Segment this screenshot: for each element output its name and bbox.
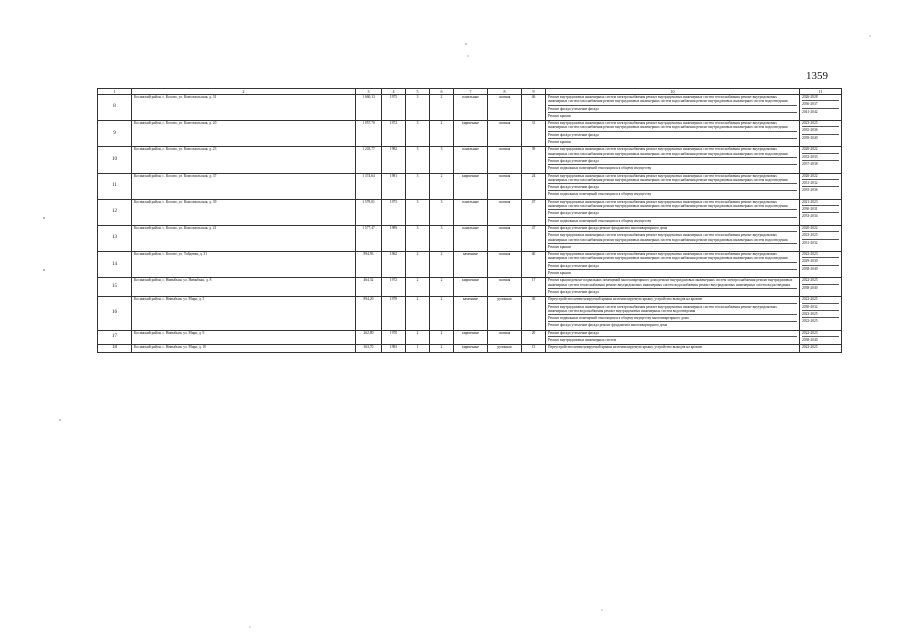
area-cell: 1 203,77 — [356, 147, 382, 173]
entrances-cell: 2 — [430, 330, 454, 345]
table-row — [98, 199, 842, 225]
row-number: 14 — [98, 252, 132, 278]
table-row — [98, 278, 842, 297]
period-item: 2041-2042 — [802, 109, 818, 114]
period-item: 2022-2023 — [802, 252, 839, 258]
table-row — [98, 252, 842, 278]
work-item: Ремонт подвальных помещений относящихся к общему имуществу — [548, 166, 652, 171]
work-item: Ремонт крыши — [548, 113, 571, 118]
period-item: 2030-2032 — [802, 305, 839, 311]
work-item: Ремонт фасада утепление фасада — [548, 211, 797, 217]
works-cell — [546, 225, 800, 251]
work-item: Ремонт подвальных помещений относящихся к общему имуществу — [548, 218, 652, 223]
year-built-cell: 1975 — [382, 95, 406, 121]
period-item: 2023-2025 — [802, 312, 839, 318]
period-item: 2038-2040 — [802, 285, 818, 290]
work-item: Ремонт фасада утепление фасада — [548, 159, 797, 165]
work-item: Ремонт крыши — [548, 271, 571, 276]
floors-cell: 3 — [406, 173, 430, 199]
count-cell: 40 — [522, 252, 546, 278]
row-number: 16 — [98, 297, 132, 330]
table-row — [98, 147, 842, 173]
work-item: Ремонт фасада утепление фасада ремонт фундамента многоквартирного дома — [548, 226, 797, 232]
year-built-cell: 1972 — [382, 121, 406, 147]
years-cell — [800, 252, 842, 278]
address-cell: Косинский район, с. Косово, ул. Комсомольская, д. 31 — [132, 95, 356, 121]
area-cell: 1 057,70 — [356, 121, 382, 147]
floors-cell: 3 — [406, 95, 430, 121]
work-item: Ремонт внутридомовых инженерных систем электроснабжения ремонт внутридомовых инженерных систем теплоснабжения ремонт внутридомовых инженерных систем газоснабжения ремонт внутридомовых инженерных систем водоснабжения ремонт внутридомовых инженерных систем водоотведения — [548, 121, 797, 132]
entrances-cell: 3 — [430, 147, 454, 173]
row-number: 15 — [98, 278, 132, 297]
count-cell: 15 — [522, 345, 546, 352]
works-cell — [546, 95, 800, 121]
work-item: Ремонт фасада утепление фасада — [548, 107, 797, 113]
row-number: 12 — [98, 199, 132, 225]
period-item: 2022-2025 — [802, 345, 818, 350]
roof-type-cell: скатная — [488, 330, 522, 345]
period-item: 2031-2032 — [802, 240, 818, 245]
works-cell — [546, 147, 800, 173]
year-built-cell: 1962 — [382, 252, 406, 278]
row-number: 9 — [98, 121, 132, 147]
period-item: 2020-2022 — [802, 226, 839, 232]
table-row — [98, 345, 842, 352]
header-col-11: 11 — [800, 89, 842, 95]
years-cell — [800, 173, 842, 199]
works-cell — [546, 297, 800, 330]
entrances-cell: 2 — [430, 95, 454, 121]
period-item: 2039-2040 — [802, 135, 818, 140]
years-cell — [800, 297, 842, 330]
period-item: 2032-2033 — [802, 155, 839, 161]
roof-type-cell: рулонная — [488, 297, 522, 330]
address-cell: Косинский район, с. Косово, ул. Комсомольская, д. 20 — [132, 121, 356, 147]
year-built-cell: 1981 — [382, 173, 406, 199]
years-cell — [800, 121, 842, 147]
period-item: 2033-2034 — [802, 214, 818, 219]
address-cell: Косинский район, с. Нивыбыш, ул. Мира, д. 9 — [132, 330, 356, 345]
work-item: Ремонт подвальных помещений относящихся к общему имуществу многоквартирного дома — [548, 316, 797, 322]
area-cell: 894,93 — [356, 252, 382, 278]
works-cell — [546, 278, 800, 297]
roof-type-cell: скатная — [488, 252, 522, 278]
period-item: 2035-2036 — [802, 188, 818, 193]
address-cell: Косинский район, с. Косово, ул. Комсомольская, д. 39 — [132, 199, 356, 225]
work-item: Ремонт крыши — [548, 140, 571, 145]
address-cell: Косинский район, с. Косово, ул. Комсомольская, д. 41 — [132, 225, 356, 251]
works-cell — [546, 173, 800, 199]
years-cell — [800, 345, 842, 352]
roof-type-cell: скатная — [488, 173, 522, 199]
work-item: Ремонт внутридомовых инженерных систем электроснабжения ремонт внутридомовых инженерных систем теплоснабжения ремонт внутридомовых инженерных систем газоснабжения ремонт внутридомовых инженерных систем водоснабжения ремонт внутридомовых инженерных систем водоотведения — [548, 147, 797, 158]
roof-type-cell: скатная — [488, 121, 522, 147]
works-cell — [546, 199, 800, 225]
work-item: Ремонт внутридомовых инженерных систем электроснабжения ремонт внутридомовых инженерных систем теплоснабжения ремонт внутридомовых инженерных систем газоснабжения ремонт внутридомовых инженерных систем водоснабжения ремонт внутридомовых инженерных систем водоотведения — [548, 200, 797, 211]
wall-material-cell: панельные — [454, 95, 488, 121]
address-cell: Косинский район, с. Нивыбыш, ул. Мира, д. 10 — [132, 345, 356, 352]
work-item: Ремонт внутридомовых инженерных систем электроснабжения ремонт внутридомовых инженерных систем теплоснабжения ремонт внутридомовых инженерных систем газоснабжения ремонт внутридомовых инженерных систем водоснабжения ремонт внутридомовых инженерных систем водоотведения — [548, 252, 797, 263]
years-cell — [800, 330, 842, 345]
period-item: 2023-2025 — [802, 233, 839, 239]
period-item: 2031-2032 — [802, 181, 839, 187]
entrances-cell: 2 — [430, 121, 454, 147]
work-item: Ремонт внутридомовых инженерных систем электроснабжения ремонт внутридомовых инженерных систем теплоснабжения ремонт внутридомовых инженерных систем водоснабжения ремонт внутридомовых инженерных систем водоотведения — [548, 305, 797, 316]
count-cell: 24 — [522, 173, 546, 199]
area-cell: 1 660,13 — [356, 95, 382, 121]
entrances-cell: 3 — [430, 225, 454, 251]
wall-material-cell: кирпичные — [454, 121, 488, 147]
table-row — [98, 121, 842, 147]
row-number: 10 — [98, 147, 132, 173]
header-col-8: 8 — [488, 89, 522, 95]
work-item: Ремонт фасада утепление фасада — [548, 264, 797, 270]
period-item: 2030-2031 — [802, 207, 839, 213]
row-number: 13 — [98, 225, 132, 251]
table-row — [98, 330, 842, 345]
wall-material-cell: каменные — [454, 252, 488, 278]
entrances-cell: 2 — [430, 252, 454, 278]
years-cell — [800, 199, 842, 225]
period-item: 2036-2037 — [802, 102, 839, 108]
row-number: 17 — [98, 330, 132, 345]
header-col-2: 2 — [132, 89, 356, 95]
area-cell: 894,20 — [356, 297, 382, 330]
work-item: Ремонт внутридомовых инженерных систем электроснабжения ремонт внутридомовых инженерных систем теплоснабжения ремонт внутридомовых инженерных систем газоснабжения ремонт внутридомовых инженерных систем водоснабжения ремонт внутридомовых инженерных систем водоотведения — [548, 95, 797, 106]
work-item: Ремонт фасада утепление фасада — [548, 331, 797, 337]
table-row — [98, 297, 842, 330]
floors-cell: 2 — [406, 330, 430, 345]
floors-cell: 2 — [406, 278, 430, 297]
year-built-cell: 1975 — [382, 199, 406, 225]
entrances-cell: 2 — [430, 278, 454, 297]
period-item: 2022-2025 — [802, 278, 839, 284]
address-cell: Косинский район, с. Косово, ул. Комсомольская, д. 23 — [132, 147, 356, 173]
year-built-cell: 1970 — [382, 330, 406, 345]
period-item: 2020-2022 — [802, 174, 839, 180]
address-cell: Косинский район, с. Косово, ул. Комсомольская, д. 37 — [132, 173, 356, 199]
count-cell: 31 — [522, 121, 546, 147]
work-item: Ремонт крыши ремонт подвальных помещений многоквартирного дома ремонт внутридомовых инженерных систем электроснабжения ремонт внутридомовых инженерных систем теплоснабжения ремонт внутридомовых инженерных систем водоснабжения ремонт внутридомовых инженерных систем водоотведения — [548, 278, 797, 289]
year-built-cell: 1982 — [382, 147, 406, 173]
floors-cell: 3 — [406, 121, 430, 147]
area-cell: 1 577,47 — [356, 225, 382, 251]
table-row — [98, 225, 842, 251]
count-cell: 47 — [522, 225, 546, 251]
year-built-cell: 1983 — [382, 345, 406, 352]
entrances-cell: 2 — [430, 345, 454, 352]
period-item: 2029-2030 — [802, 259, 839, 265]
area-cell: 363,70 — [356, 345, 382, 352]
period-item: 2022-2025 — [802, 297, 839, 303]
capital-repair-table — [97, 88, 842, 353]
page-number: 1359 — [806, 70, 828, 82]
floors-cell: 3 — [406, 199, 430, 225]
area-cell: 464,32 — [356, 278, 382, 297]
floors-cell: 1 — [406, 345, 430, 352]
wall-material-cell: кирпичные — [454, 278, 488, 297]
year-built-cell: 1972 — [382, 278, 406, 297]
works-cell — [546, 345, 800, 352]
area-cell: 262,80 — [356, 330, 382, 345]
work-item: Переустройство невентилируемой крыши на вентилируемую крышу, устройство выходов на кровлю — [548, 345, 703, 350]
work-item: Ремонт крыши — [548, 244, 571, 249]
period-item: 2022-2023 — [802, 331, 839, 337]
wall-material-cell: каменные — [454, 297, 488, 330]
work-item: Ремонт фасада утепление фасада ремонт фундамента многоквартирного дома — [548, 323, 668, 328]
header-col-7: 7 — [454, 89, 488, 95]
period-item: 2038-2040 — [802, 337, 818, 342]
area-cell: 1 578,01 — [356, 199, 382, 225]
period-item: 2020-2022 — [802, 147, 839, 153]
address-cell: Косинский район, с. Нивыбыш, ул. Мира, д. 5 — [132, 297, 356, 330]
roof-type-cell: скатная — [488, 199, 522, 225]
header-col-1: 1 — [98, 89, 132, 95]
count-cell: 47 — [522, 199, 546, 225]
work-item: Ремонт фасада утепление фасада — [548, 289, 599, 294]
header-col-10: 10 — [546, 89, 800, 95]
work-item: Ремонт внутридомовых инженерных систем электроснабжения ремонт внутридомовых инженерных систем теплоснабжения ремонт внутридомовых инженерных систем газоснабжения ремонт внутридомовых инженерных систем водоснабжения ремонт внутридомовых инженерных систем водоотведения — [548, 174, 797, 185]
entrances-cell: 3 — [430, 199, 454, 225]
work-item: Ремонт фасада утепление фасада — [548, 185, 797, 191]
count-cell: 17 — [522, 278, 546, 297]
count-cell: 39 — [522, 147, 546, 173]
work-item: Ремонт внутридомовых инженерных систем электроснабжения ремонт внутридомовых инженерных систем теплоснабжения ремонт внутридомовых инженерных систем газоснабжения ремонт внутридомовых инженерных систем водоснабжения ремонт внутридомовых инженерных систем водоотведения — [548, 233, 797, 244]
wall-material-cell: кирпичные — [454, 330, 488, 345]
year-built-cell: 1989 — [382, 225, 406, 251]
count-cell: 20 — [522, 330, 546, 345]
works-cell — [546, 121, 800, 147]
years-cell — [800, 95, 842, 121]
area-cell: 1 374,64 — [356, 173, 382, 199]
row-number: 8 — [98, 95, 132, 121]
work-item: Переустройство невентилируемой крыши на вентилируемую крышу, устройство выходов на кровлю — [548, 297, 797, 303]
count-cell: 46 — [522, 95, 546, 121]
period-item: 2021-2023 — [802, 200, 839, 206]
period-item: 2037-2038 — [802, 161, 818, 166]
years-cell — [800, 278, 842, 297]
period-item: 2035-2036 — [802, 128, 839, 134]
wall-material-cell: кирпичные — [454, 345, 488, 352]
header-col-6: 6 — [430, 89, 454, 95]
row-number: 18 — [98, 345, 132, 352]
wall-material-cell: панельные — [454, 225, 488, 251]
entrances-cell: 2 — [430, 297, 454, 330]
table-row — [98, 173, 842, 199]
address-cell: Косинский район, с. Косово, ул. Тойдовая, д. 31 — [132, 252, 356, 278]
period-item: 2038-2040 — [802, 266, 818, 271]
roof-type-cell: скатная — [488, 225, 522, 251]
roof-type-cell: скатная — [488, 147, 522, 173]
roof-type-cell: скатная — [488, 95, 522, 121]
years-cell — [800, 147, 842, 173]
roof-type-cell: скатная — [488, 278, 522, 297]
period-item: 2026-2028 — [802, 95, 839, 101]
header-col-4: 4 — [382, 89, 406, 95]
wall-material-cell: панельные — [454, 199, 488, 225]
address-cell: Косинский район, с. Нивыбыш, ул. Нивыбыш, д. 8 — [132, 278, 356, 297]
years-cell — [800, 225, 842, 251]
year-built-cell: 1978 — [382, 297, 406, 330]
count-cell: 30 — [522, 297, 546, 330]
floors-cell: 3 — [406, 147, 430, 173]
period-item: 2022-2025 — [802, 319, 818, 324]
wall-material-cell: кирпичные — [454, 173, 488, 199]
work-item: Ремонт подвальных помещений относящихся к общему имуществу — [548, 192, 652, 197]
floors-cell: 3 — [406, 225, 430, 251]
floors-cell: 2 — [406, 297, 430, 330]
row-number: 11 — [98, 173, 132, 199]
works-cell — [546, 330, 800, 345]
period-item: 2023-2025 — [802, 121, 839, 127]
header-col-3: 3 — [356, 89, 382, 95]
entrances-cell: 2 — [430, 173, 454, 199]
wall-material-cell: панельные — [454, 147, 488, 173]
table-row — [98, 95, 842, 121]
works-cell — [546, 252, 800, 278]
header-col-5: 5 — [406, 89, 430, 95]
work-item: Ремонт внутридомовых инженерных систем — [548, 337, 616, 342]
floors-cell: 2 — [406, 252, 430, 278]
header-col-9: 9 — [522, 89, 546, 95]
work-item: Ремонт фасада утепление фасада — [548, 133, 797, 139]
roof-type-cell: рулонная — [488, 345, 522, 352]
